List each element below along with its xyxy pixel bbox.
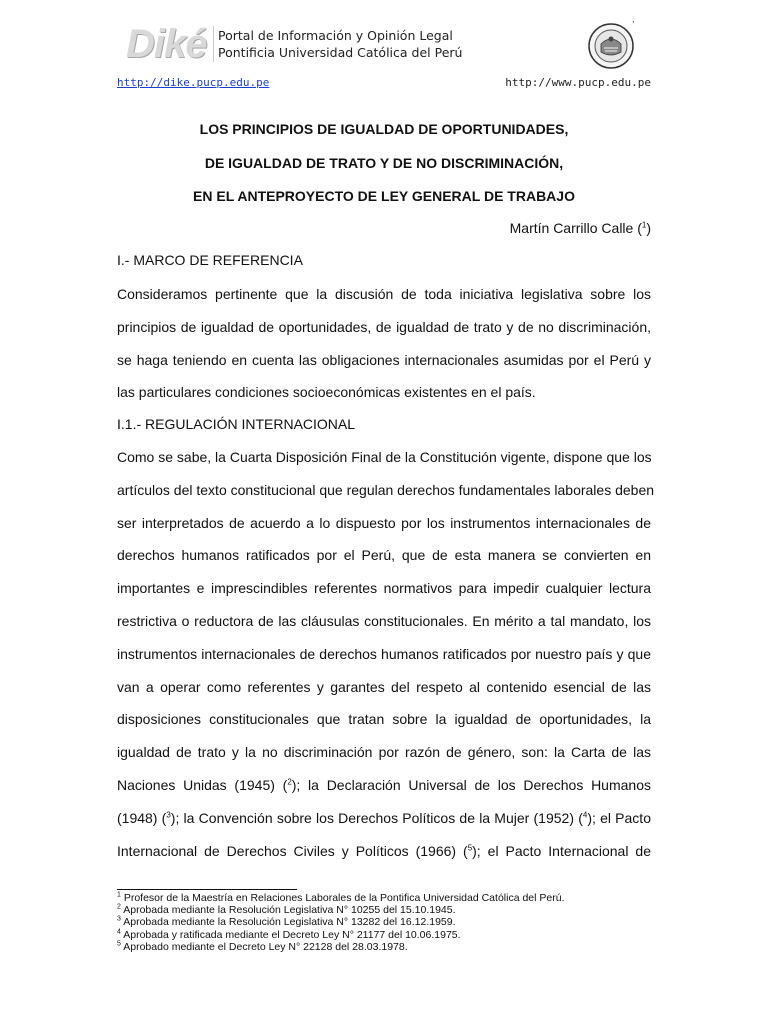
paragraph-line: ser interpretados de acuerdo a lo dispuesto por los instrumentos internacionales de — [117, 514, 651, 531]
footnote-number: 5 — [117, 940, 121, 948]
text-run: (1948) ( — [117, 809, 167, 826]
paragraph-line: van a operar como referentes y garantes del respeto al contenido esencial de las — [117, 678, 651, 695]
footnote-text: Aprobada mediante la Resolución Legislativa N° 13282 del 16.12.1959. — [120, 916, 456, 929]
footnote-ref-3: 3 — [166, 810, 171, 820]
text-run: ); el Pacto Internacional de — [472, 842, 651, 859]
paragraph-line: principios de igualdad de oportunidades, de igualdad de trato y de no discriminación, — [117, 318, 651, 335]
corner-mark: , — [632, 14, 635, 24]
paragraph-line: restrictiva o reductora de las cláusulas constitucionales. En mérito a tal mandato, los — [117, 612, 651, 629]
paragraph-line: importantes e imprescindibles referentes normativos para impedir cualquier lectura — [117, 580, 651, 597]
author-line — [117, 220, 651, 236]
author-name: Martín Carrillo Calle ( — [509, 220, 642, 236]
paragraph-line — [117, 835, 651, 868]
footnote-number: 3 — [117, 915, 121, 923]
paragraph-line: Como se sabe, la Cuarta Disposición Final de la Constitución vigente, dispone que los — [117, 449, 652, 465]
footnote-4 — [117, 929, 651, 941]
header-divider — [213, 26, 214, 62]
footnote-text: Aprobada y ratificada mediante el Decreto Ley N° 21177 del 10.06.1975. — [120, 928, 461, 941]
url-row — [117, 76, 651, 92]
footnote-number: 2 — [117, 903, 121, 911]
footnote-1 — [117, 892, 651, 904]
footnote-ref-1: 1 — [641, 220, 647, 230]
footnote-text: Aprobado mediante el Decreto Ley N° 22128 del 28.03.1978. — [120, 940, 408, 953]
text-run: ); la Convención sobre los Derechos Políticos de la Mujer (1952) ( — [170, 809, 583, 826]
paragraph-line: Consideramos pertinente que la discusión de toda iniciativa legislativa sobre los — [117, 286, 651, 302]
title-line-3: EN EL ANTEPROYECTO DE LEY GENERAL DE TRABAJO — [193, 188, 575, 204]
portal-title: Portal de Información y Opinión Legal — [218, 28, 453, 43]
text-run: ); el Pacto — [587, 809, 651, 826]
pucp-url: http://www.pucp.edu.pe — [505, 76, 651, 89]
paragraph-line: instrumentos internacionales de derechos humanos ratificados por nuestro país y que — [117, 645, 651, 662]
footnote-5 — [117, 941, 651, 953]
text-run: Internacional de Derechos Civiles y Políticos (1966) ( — [117, 842, 468, 859]
page-header — [0, 0, 768, 76]
paragraph-line: igualdad de trato y la no discriminación por razón de género, son: la Carta de las — [117, 744, 651, 761]
footnote-number: 1 — [117, 891, 121, 899]
paragraph-line: disposiciones constitucionales que tratan sobre la igualdad de oportunidades, la — [117, 711, 651, 728]
text-run: Naciones Unidas (1945) ( — [117, 776, 288, 793]
author-close: ) — [646, 220, 651, 236]
footnote-number: 4 — [117, 928, 121, 936]
footnote-ref-5: 5 — [467, 842, 473, 852]
dike-logo: Diké — [126, 22, 207, 66]
title-line-1: LOS PRINCIPIOS DE IGUALDAD DE OPORTUNIDADES, — [199, 121, 569, 137]
university-name: Pontificia Universidad Católica del Perú — [218, 45, 463, 60]
title-line-2: DE IGUALDAD DE TRATO Y DE NO DISCRIMINACIÓN, — [204, 155, 564, 171]
paragraph-line: las particulares condiciones socioeconómicas existentes en el país. — [117, 384, 536, 401]
footnote-ref-4: 4 — [582, 810, 588, 820]
section-heading-1: I.- MARCO DE REFERENCIA — [117, 252, 303, 268]
paragraph-line: derechos humanos ratificados por el Perú, que de esta manera se convierten en — [117, 547, 651, 564]
footnote-text: Aprobada mediante la Resolución Legislativa N° 10255 del 15.10.1945. — [120, 904, 456, 917]
section-heading-1-1: I.1.- REGULACIÓN INTERNACIONAL — [117, 416, 356, 432]
pucp-seal-icon — [587, 22, 635, 70]
paragraph-line — [117, 769, 651, 802]
paragraph-line — [117, 802, 651, 835]
footnote-3 — [117, 916, 651, 928]
paragraph-1 — [117, 278, 651, 409]
dike-link[interactable]: http://dike.pucp.edu.pe — [117, 76, 270, 89]
footnote-2 — [117, 904, 651, 916]
paragraph-2 — [117, 441, 655, 867]
paragraph-line: se haga teniendo en cuenta las obligaciones internacionales asumidas por el Perú y — [117, 351, 651, 368]
footnotes — [117, 892, 651, 953]
footnote-separator — [117, 889, 297, 890]
paragraph-line: artículos del texto constitucional que regulan derechos fundamentales laborales deben — [117, 481, 655, 498]
footnote-ref-2: 2 — [287, 777, 292, 787]
text-run: ); la Declaración Universal de los Derechos Humanos — [291, 776, 651, 793]
footnote-text: Profesor de la Maestría en Relaciones Laborales de la Pontifica Universidad Católica del Perú. — [120, 892, 565, 904]
